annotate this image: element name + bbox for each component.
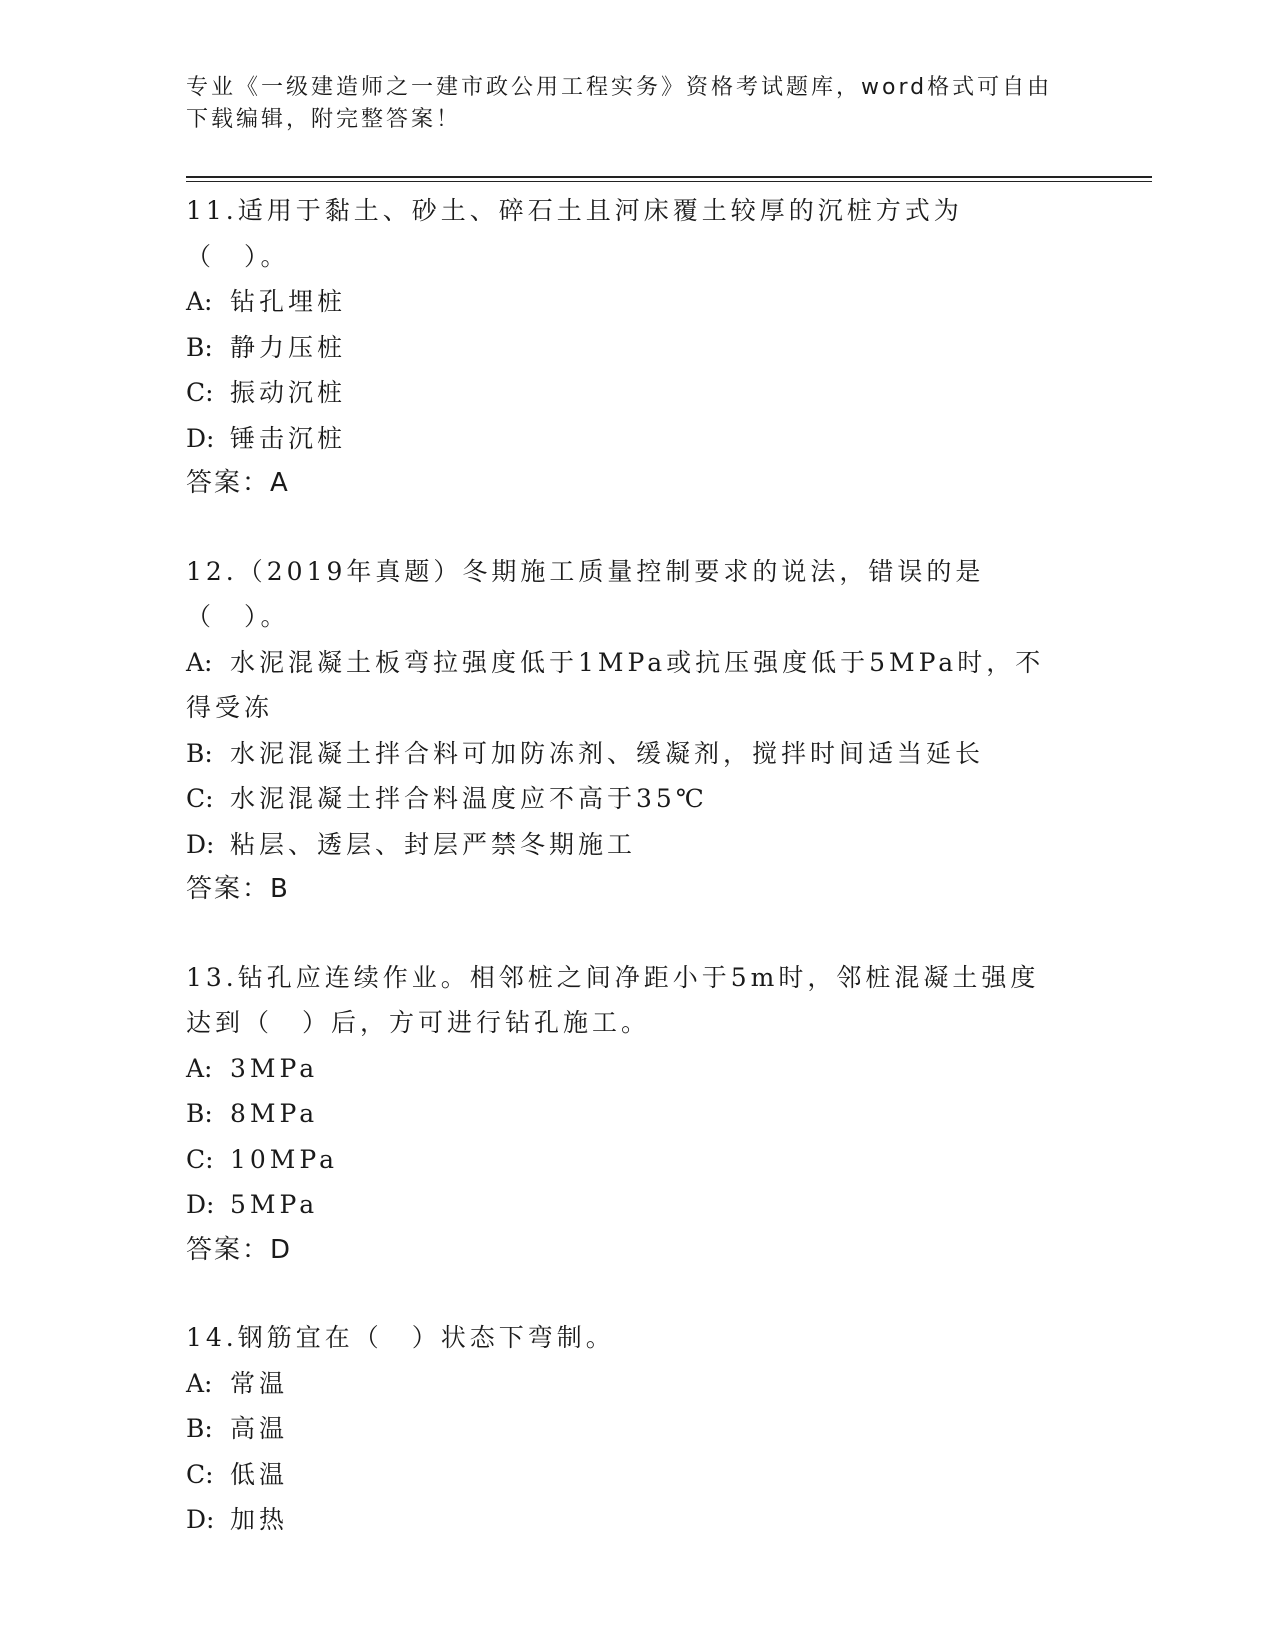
option-text: 振动沉桩 [230,378,347,407]
option-text: 5MPa [230,1190,319,1219]
option-text: 低温 [230,1459,289,1489]
option-b [186,731,1086,777]
question-12 [186,549,1086,913]
option-text: 静力压桩 [230,332,347,362]
option-c [186,1137,1086,1183]
option-a [186,279,1086,325]
header-rule-thin [186,181,1152,182]
option-key: C: [186,378,214,407]
option-d [186,1182,1086,1228]
question-stem: 12.（2019年真题）冬期施工质量控制要求的说法，错误的是（ ）。 [186,556,985,631]
option-text: 高温 [230,1414,289,1443]
option-key: D: [186,423,215,453]
option-text: 3MPa [230,1053,319,1083]
option-key: C: [186,784,214,813]
question-list [186,188,1086,1585]
option-text: 加热 [230,1505,289,1534]
option-key: B: [186,332,213,362]
question-stem: 14.钢筋宜在（ ）状态下弯制。 [186,1323,615,1352]
question-13 [186,955,1086,1274]
option-b [186,325,1086,371]
option-text: 水泥混凝土拌合料可加防冻剂、缓凝剂，搅拌时间适当延长 [230,738,985,768]
option-key: B: [186,738,213,768]
option-key: D: [186,1505,215,1534]
option-text: 锤击沉桩 [230,423,347,453]
option-text: 8MPa [230,1099,319,1128]
option-key: A: [186,287,213,316]
option-text: 钻孔埋桩 [230,287,347,316]
option-a [186,640,1066,731]
option-key: A: [186,1368,213,1398]
option-c [186,1452,1086,1498]
option-a [186,1046,1086,1092]
option-b [186,1091,1086,1137]
answer-line: 答案：A [186,468,290,498]
option-key: A: [186,647,213,677]
answer-line: 答案：B [186,874,290,904]
option-text: 10MPa [230,1144,339,1174]
question-11 [186,188,1086,507]
question-14 [186,1315,1086,1543]
option-d [186,822,1086,868]
option-text: 水泥混凝土板弯拉强度低于1MPa或抗压强度低于5MPa时，不得受冻 [186,647,1045,722]
option-a [186,1361,1086,1407]
option-key: D: [186,829,215,859]
option-key: B: [186,1414,213,1443]
header-rule-thick [186,176,1152,178]
option-key: D: [186,1190,215,1219]
document-header: 专业《一级建造师之一建市政公用工程实务》资格考试题库，word格式可自由下载编辑，附完整答案！ [186,75,1053,132]
option-text: 水泥混凝土拌合料温度应不高于35℃ [230,784,708,813]
option-key: A: [186,1053,213,1083]
question-stem: 11.适用于黏土、砂土、碎石土且河床覆土较厚的沉桩方式为（ ）。 [186,196,963,271]
question-stem: 13.钻孔应连续作业。相邻桩之间净距小于5m时，邻桩混凝土强度达到（ ）后，方可进行钻孔施工。 [186,962,1040,1037]
option-d [186,1497,1086,1543]
option-text: 粘层、透层、封层严禁冬期施工 [230,829,637,859]
option-key: C: [186,1459,214,1489]
option-d [186,416,1086,462]
option-key: C: [186,1144,214,1174]
option-c [186,370,1086,416]
option-key: B: [186,1099,213,1128]
option-text: 常温 [230,1368,289,1398]
option-b [186,1406,1086,1452]
answer-line: 答案：D [186,1234,293,1265]
option-c [186,776,1086,822]
